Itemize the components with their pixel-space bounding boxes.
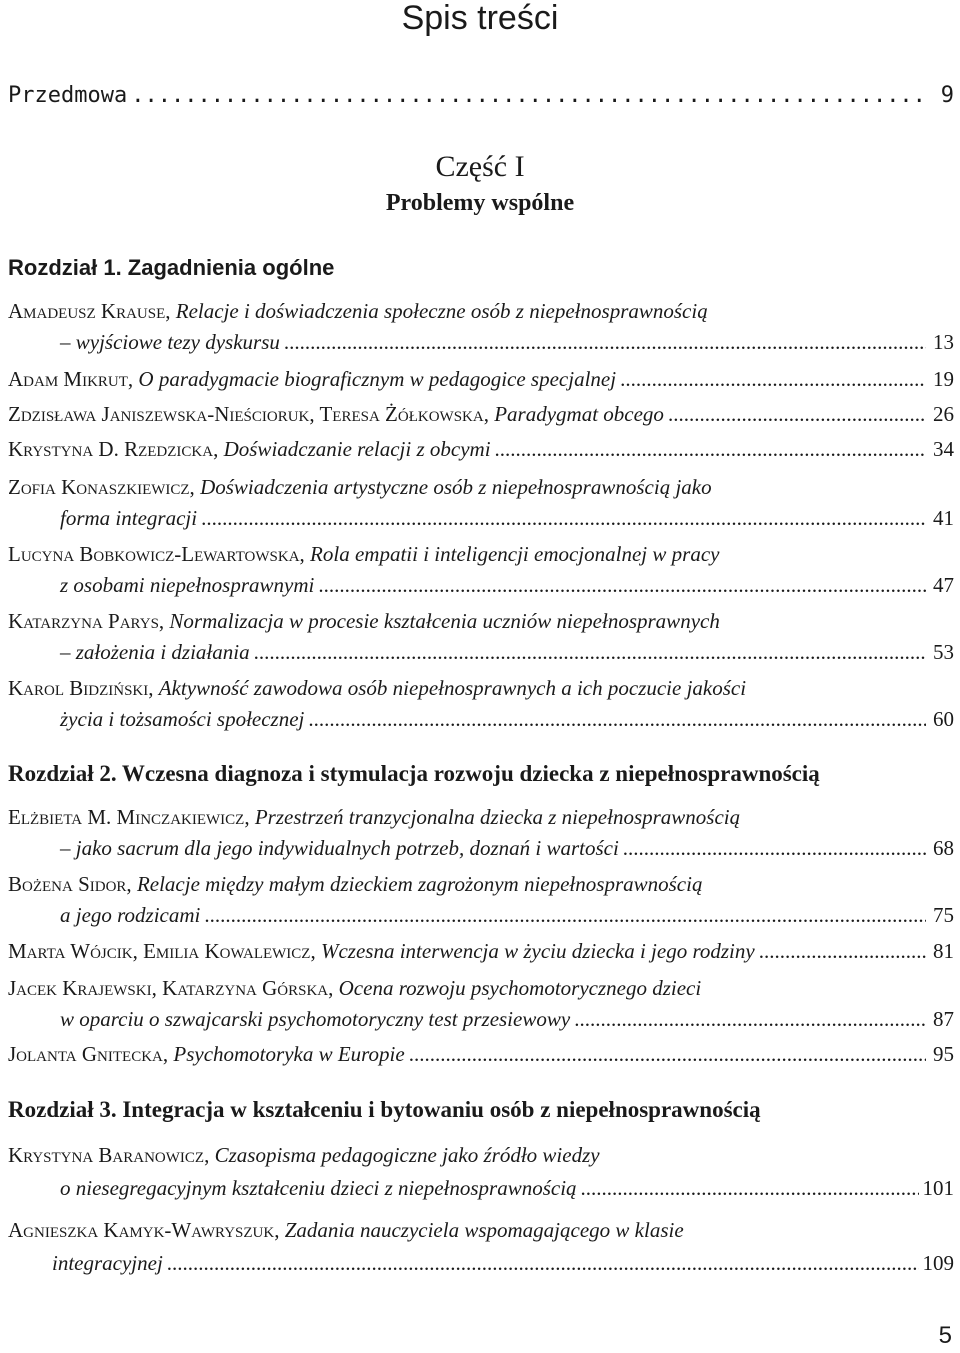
entry-page: 19: [933, 367, 954, 391]
entry-title-cont: forma integracji: [60, 506, 198, 530]
entry-page: 60: [933, 707, 954, 731]
entry-author: Jacek Krajewski, Katarzyna Górska,: [8, 976, 334, 1000]
entry-page: 101: [922, 1176, 954, 1200]
entry-page: 68: [933, 836, 954, 860]
toc-entry[interactable]: [8, 1215, 954, 1281]
leader-dots: [668, 399, 926, 430]
entry-author: Bożena Sidor,: [8, 872, 132, 896]
entry-author: Marta Wójcik, Emilia Kowalewicz,: [8, 939, 316, 963]
entry-author: Karol Bidziński,: [8, 676, 154, 700]
entry-author: Adam Mikrut,: [8, 367, 134, 391]
entry-page: 87: [933, 1007, 954, 1031]
page-title: Spis treści: [401, 0, 559, 37]
toc-entry[interactable]: [8, 472, 954, 534]
entry-title-cont: o niesegregacyjnym kształceniu dzieci z niepełnosprawnością: [60, 1176, 577, 1200]
entry-title: O paradygmacie biograficznym w pedagogice specjalnej: [138, 367, 617, 391]
entry-author: Lucyna Bobkowicz-Lewartowska,: [8, 542, 305, 566]
toc-entry[interactable]: [8, 364, 954, 395]
entry-title: Doświadczenia artystyczne osób z niepełnosprawnością jako: [200, 475, 712, 499]
entry-author: Amadeusz Krause,: [8, 299, 171, 323]
leader-dots: [623, 833, 926, 864]
entry-title: Psychomotoryka w Europie: [173, 1042, 405, 1066]
entry-page: 53: [933, 640, 954, 664]
entry-author: Katarzyna Parys,: [8, 609, 165, 633]
entry-author: Zdzisława Janiszewska-Nieścioruk, Teresa Żółkowska,: [8, 402, 489, 426]
entry-title-cont: życia i tożsamości społecznej: [60, 707, 305, 731]
entry-page: 109: [922, 1251, 954, 1275]
entry-page: 95: [933, 1042, 954, 1066]
leader-dots: [204, 900, 926, 931]
toc-entry[interactable]: [8, 539, 954, 601]
entry-title: Wczesna interwencja w życiu dziecka i jego rodziny: [320, 939, 755, 963]
toc-entry[interactable]: [8, 1039, 954, 1070]
entry-title: Rola empatii i inteligencji emocjonalnej w pracy: [310, 542, 720, 566]
toc-entry[interactable]: [8, 802, 954, 864]
leader-dots: [318, 570, 926, 601]
entry-author: Krystyna D. Rzedzicka,: [8, 437, 219, 461]
leader-dots: [131, 82, 926, 110]
leader-dots: [284, 327, 926, 358]
leader-dots: [495, 434, 926, 465]
entry-title: Relacje i doświadczenia społeczne osób z niepełnosprawnością: [175, 299, 708, 323]
chapter-heading-1: Rozdział 1. Zagadnienia ogólne: [8, 255, 335, 280]
entry-title: Normalizacja w procesie kształcenia uczniów niepełnosprawnych: [169, 609, 720, 633]
toc-entry[interactable]: [8, 606, 954, 668]
toc-entry[interactable]: [8, 434, 954, 465]
entry-title: Przestrzeń tranzycjonalna dziecka z niepełnosprawnością: [254, 805, 741, 829]
entry-title-cont: z osobami niepełnosprawnymi: [60, 573, 315, 597]
part-subtitle: Problemy wspólne: [385, 190, 575, 216]
toc-entry-preface[interactable]: [8, 82, 954, 110]
leader-dots: [167, 1248, 919, 1279]
entry-title: Relacje między małym dzieckiem zagrożonym niepełnosprawnością: [136, 872, 703, 896]
entry-title-cont: a jego rodzicami: [60, 903, 201, 927]
entry-title: Paradygmat obcego: [494, 402, 664, 426]
preface-label: Przedmowa: [8, 83, 128, 108]
toc-entry[interactable]: [8, 399, 954, 430]
entry-title: Doświadczanie relacji z obcymi: [223, 437, 491, 461]
entry-title: Czasopisma pedagogiczne jako źródło wiedzy: [214, 1143, 600, 1167]
entry-author: Zofia Konaszkiewicz,: [8, 475, 195, 499]
entry-title: Ocena rozwoju psychomotorycznego dzieci: [338, 976, 702, 1000]
preface-page: 9: [940, 83, 954, 108]
entry-page: 75: [933, 903, 954, 927]
page-number: 5: [938, 1322, 952, 1349]
entry-title: Aktywność zawodowa osób niepełnosprawnych a ich poczucie jakości: [158, 676, 747, 700]
entry-page: 26: [933, 402, 954, 426]
leader-dots: [574, 1004, 926, 1035]
entry-title-cont: w oparciu o szwajcarski psychomotoryczny test przesiewowy: [60, 1007, 571, 1031]
leader-dots: [409, 1039, 926, 1070]
entry-title-cont: – wyjściowe tezy dyskursu: [60, 330, 280, 354]
entry-page: 81: [933, 939, 954, 963]
entry-page: 41: [933, 506, 954, 530]
entry-author: Krystyna Baranowicz,: [8, 1143, 210, 1167]
entry-page: 13: [933, 330, 954, 354]
toc-entry[interactable]: [8, 869, 954, 931]
leader-dots: [201, 503, 926, 534]
entry-author: Agnieszka Kamyk-Wawryszuk,: [8, 1218, 280, 1242]
leader-dots: [581, 1173, 919, 1204]
chapter-heading-3: Rozdział 3. Integracja w kształceniu i bytowaniu osób z niepełnosprawnością: [8, 1097, 761, 1122]
toc-entry[interactable]: [8, 973, 954, 1035]
toc-entry[interactable]: [8, 673, 954, 735]
entry-title-cont: – jako sacrum dla jego indywidualnych potrzeb, doznań i wartości: [60, 836, 619, 860]
chapter-heading-2: Rozdział 2. Wczesna diagnoza i stymulacja rozwoju dziecka z niepełnosprawnością: [8, 761, 820, 786]
entry-title: Zadania nauczyciela wspomagającego w klasie: [284, 1218, 684, 1242]
entry-author: Elżbieta M. Minczakiewicz,: [8, 805, 250, 829]
entry-author: Jolanta Gnitecka,: [8, 1042, 169, 1066]
toc-entry[interactable]: [8, 296, 954, 358]
leader-dots: [620, 364, 926, 395]
entry-page: 47: [933, 573, 954, 597]
leader-dots: [759, 936, 926, 967]
leader-dots: [254, 637, 926, 668]
part-number: Część I: [435, 150, 525, 183]
leader-dots: [308, 704, 926, 735]
entry-page: 34: [933, 437, 954, 461]
toc-entry[interactable]: [8, 1140, 954, 1206]
entry-title-cont: integracyjnej: [52, 1251, 163, 1275]
entry-title-cont: – założenia i działania: [60, 640, 250, 664]
toc-entry[interactable]: [8, 936, 954, 967]
